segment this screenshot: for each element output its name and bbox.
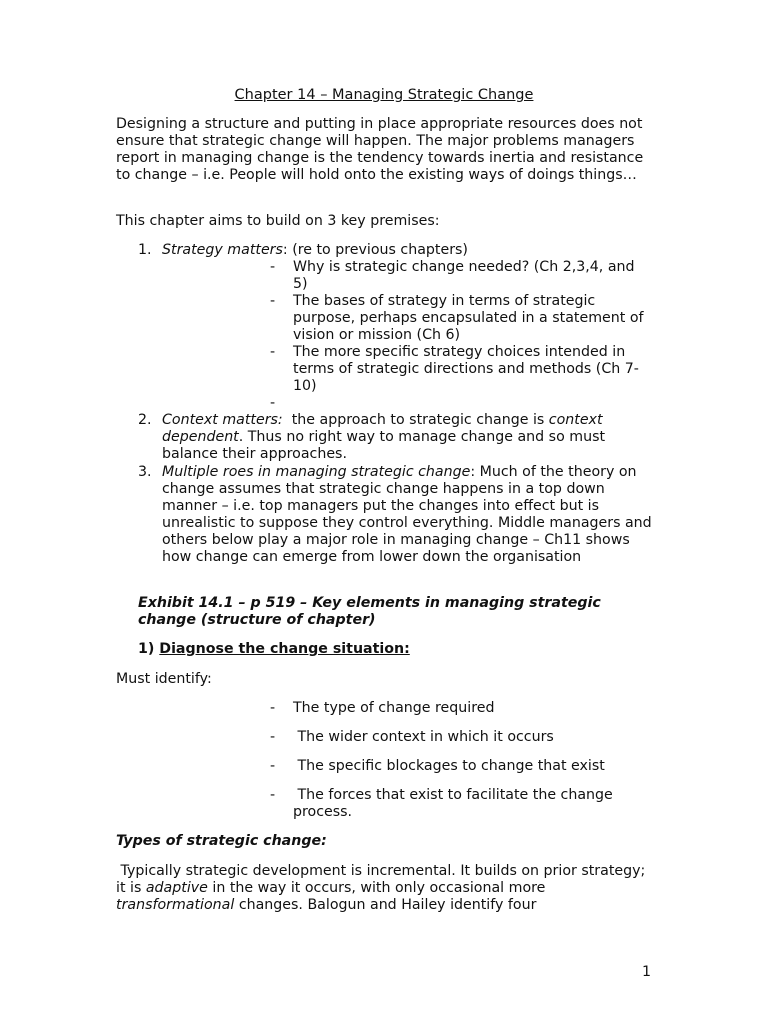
premise-1-number: 1. bbox=[138, 242, 152, 258]
page-title: Chapter 14 – Managing Strategic Change bbox=[234, 87, 534, 103]
premise-1 bbox=[138, 242, 662, 259]
premise-3-number: 3. bbox=[138, 464, 152, 480]
must-identify-label: Must identify: bbox=[116, 671, 212, 687]
premise-2-number: 2. bbox=[138, 412, 152, 428]
premise-3-label: Multiple roes in managing strategic change bbox=[162, 464, 471, 480]
list-item: - The type of change required bbox=[270, 700, 495, 716]
list-item: - The forces that exist to facilitate the change process. bbox=[270, 787, 618, 820]
list-item: - The specific blockages to change that exist bbox=[270, 758, 605, 774]
identify-list bbox=[270, 700, 645, 821]
premise-1-label: Strategy matters bbox=[162, 242, 283, 258]
premise-3: 3. Multiple roes in managing strategic change: Much of the theory on change assumes that strategic change happens in a top down manner – i.e. top managers put the changes into effect but is unrealistic to suppose they control everything. Middle managers and others below play a major role in managing change – Ch11 shows how change can emerge from lower down the organisation bbox=[138, 464, 652, 565]
premises-intro: This chapter aims to build on 3 key premises: bbox=[116, 213, 440, 229]
intro-paragraph: Designing a structure and putting in place appropriate resources does not ensure that strategic change will happen. The major problems managers report in managing change is the tendency towards inertia and resistance to change – i.e. People will hold onto the existing ways of doings things… bbox=[116, 116, 644, 183]
list-item: - The wider context in which it occurs bbox=[270, 729, 554, 745]
list-item: - Why is strategic change needed? (Ch 2,3,4, and 5) bbox=[270, 259, 635, 292]
types-heading: Types of strategic change: bbox=[116, 833, 327, 849]
types-paragraph: Typically strategic development is incremental. It builds on prior strategy; it is adaptive in the way it occurs, with only occasional more transformational changes. Balogun and Hailey identify four bbox=[116, 863, 650, 913]
premise-2: 2. Context matters: the approach to strategic change is context dependent. Thus no right way to manage change and so must balance their approaches. bbox=[138, 412, 606, 462]
list-item: - The more specific strategy choices intended in terms of strategic directions and methods (Ch 7-10) bbox=[270, 344, 639, 394]
premise-2-label: Context matters: bbox=[162, 412, 283, 428]
premise-1-bullets: - Why is strategic change needed? (Ch 2,3,4, and 5) - The bases of strategy in terms of strategic purpose, perhaps encapsulated in a statement of vision or mission (Ch 6) - The more specific strategy choices intended in terms of strategic directions and methods (Ch 7-10) - bbox=[270, 259, 644, 411]
list-item: - The bases of strategy in terms of strategic purpose, perhaps encapsulated in a statement of vision or mission (Ch 6) bbox=[270, 293, 644, 343]
page-number: 1 bbox=[642, 964, 652, 980]
exhibit-heading: Exhibit 14.1 – p 519 – Key elements in managing strategic change (structure of chapter) bbox=[138, 595, 601, 628]
section-1-heading: 1) Diagnose the change situation: bbox=[138, 641, 410, 657]
premise-1-text: : (re to previous chapters) bbox=[282, 242, 468, 258]
